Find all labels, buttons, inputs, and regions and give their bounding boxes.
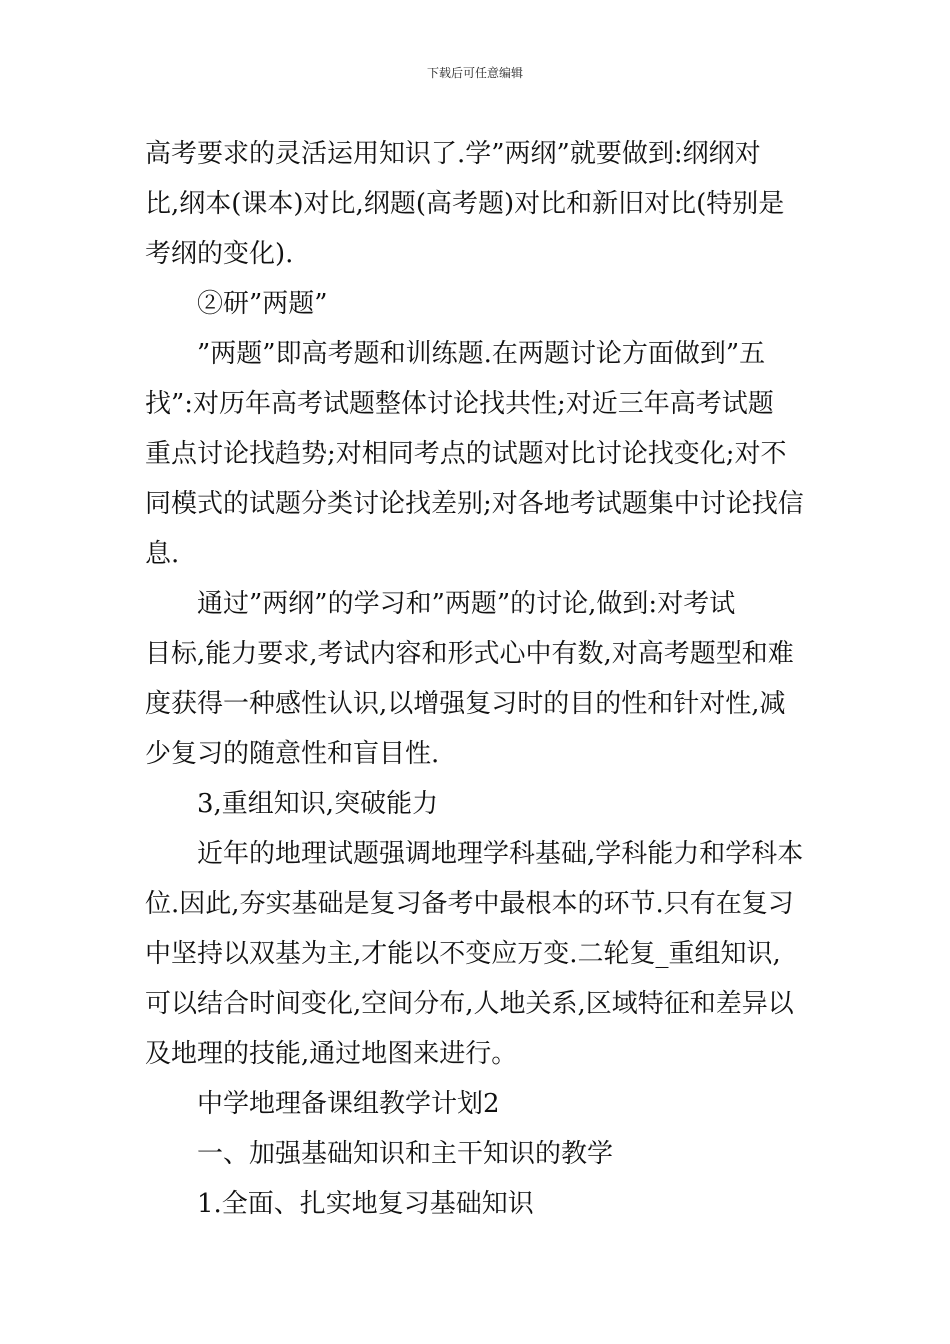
- section-heading: 一、加强基础知识和主干知识的教学: [197, 1139, 614, 1169]
- text-line: 同模式的试题分类讨论找差别;对各地考试题集中讨论找信: [145, 489, 804, 519]
- text-line: 考纲的变化).: [145, 239, 294, 269]
- text-line: 目标,能力要求,考试内容和形式心中有数,对高考题型和难: [145, 639, 794, 669]
- section-heading: 1.全面、扎实地复习基础知识: [197, 1189, 534, 1219]
- document-body: [145, 129, 810, 1229]
- document-title: 中学地理备课组教学计划2: [197, 1089, 500, 1119]
- text-line: ”两题”即高考题和训练题.在两题讨论方面做到”五: [197, 339, 766, 369]
- text-line: 重点讨论找趋势;对相同考点的试题对比讨论找变化;对不: [145, 439, 787, 469]
- text-line: 高考要求的灵活运用知识了.学”两纲”就要做到:纲纲对: [145, 139, 761, 169]
- text-line: 找”:对历年高考试题整体讨论找共性;对近三年高考试题: [145, 389, 774, 419]
- text-line: 可以结合时间变化,空间分布,人地关系,区域特征和差异以: [145, 989, 794, 1019]
- text-line: 度获得一种感性认识,以增强复习时的目的性和针对性,减: [145, 689, 786, 719]
- text-line: 位.因此,夯实基础是复习备考中最根本的环节.只有在复习: [145, 889, 794, 919]
- text-line: 中坚持以双基为主,才能以不变应万变.二轮复_重组知识,: [145, 939, 781, 969]
- text-line: 比,纲本(课本)对比,纲题(高考题)对比和新旧对比(特别是: [145, 189, 785, 219]
- text-line: 近年的地理试题强调地理学科基础,学科能力和学科本: [197, 839, 804, 869]
- section-heading: 3,重组知识,突破能力: [197, 789, 439, 819]
- text-line: 少复习的随意性和盲目性.: [145, 739, 440, 769]
- text-line: 及地理的技能,通过地图来进行。: [145, 1039, 518, 1069]
- section-heading: ②研”两题”: [197, 289, 328, 319]
- text-line: 息.: [145, 539, 180, 569]
- page-header-watermark: 下载后可任意编辑: [426, 66, 523, 80]
- text-line: 通过”两纲”的学习和”两题”的讨论,做到:对考试: [197, 589, 736, 619]
